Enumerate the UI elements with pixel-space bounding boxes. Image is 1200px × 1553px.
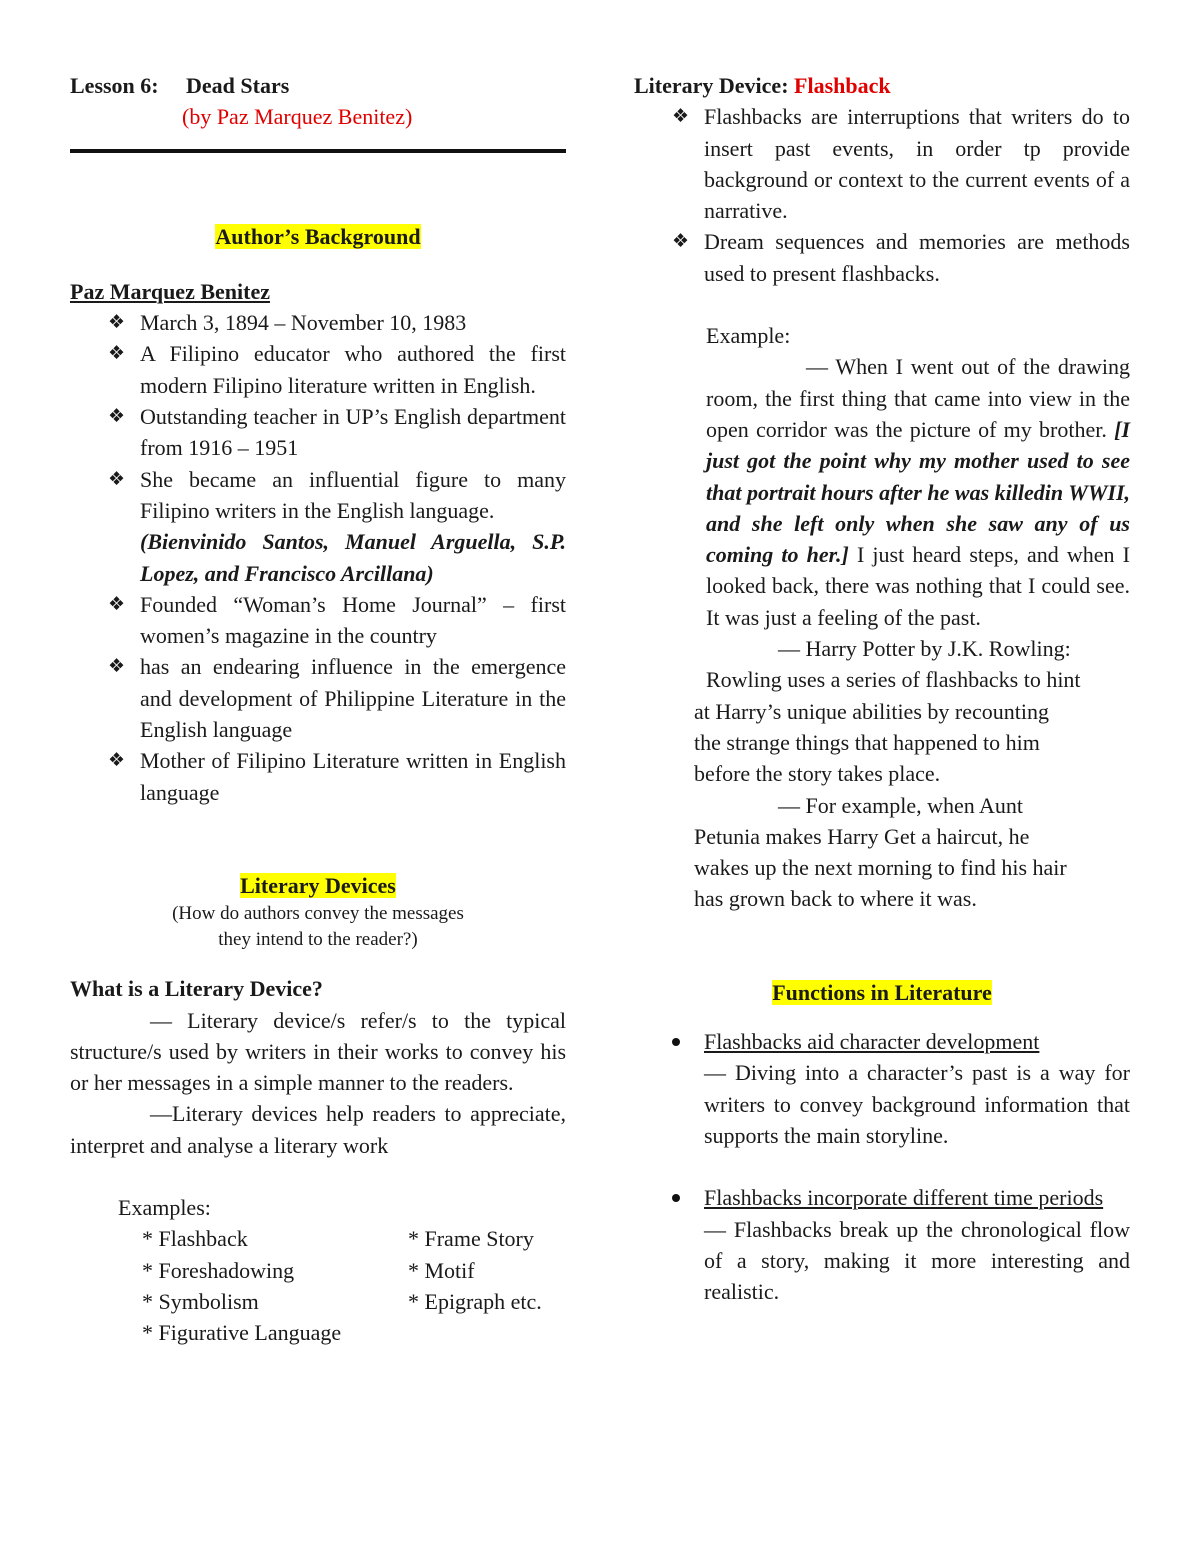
functions-heading: Functions in Literature [772,979,992,1005]
hp-example-line: wakes up the next morning to find his hair [694,855,1067,881]
hp-example-line: Petunia makes Harry Get a haircut, he [694,823,1030,849]
literary-devices-subtitle-2: they intend to the reader?) [218,929,418,951]
hp-line: the strange things that happened to him [694,729,1040,755]
dot-bullet-icon [672,1038,680,1046]
device-heading: Literary Device: Flashback [634,73,891,98]
hp-line: at Harry’s unique abilities by recounting [694,698,1049,724]
examples-grid [70,1223,566,1348]
example-item: * Foreshadowing [142,1257,295,1283]
author-facts-list [70,307,566,808]
device-name: Flashback [794,73,891,98]
list-item: ❖ March 3, 1894 – November 10, 1983 [70,307,566,338]
list-item: ❖ Flashbacks are interruptions that writers do to insert past events, in order tp provide background or context to the current events of a narrative. [634,101,1130,226]
example-item: * Flashback [142,1226,248,1252]
example-label: Example: [706,323,791,349]
diamond-bullet-icon: ❖ [672,230,690,253]
diamond-bullet-icon: ❖ [108,405,126,428]
hp-example-line: has grown back to where it was. [694,886,977,912]
function-item: Flashbacks incorporate different time periods — Flashbacks break up the chronological flow of a story, making it more interesting and realistic. [634,1182,1130,1307]
example-item: * Symbolism [142,1288,259,1314]
lesson-label: Lesson 6: [70,73,159,98]
functions-list [634,1026,1130,1307]
flashback-list [634,101,1130,289]
list-item: ❖ Dream sequences and memories are methods used to present flashbacks. [634,226,1130,289]
diamond-bullet-icon: ❖ [108,592,126,615]
dot-bullet-icon [672,1194,680,1202]
function-item: Flashbacks aid character development — Diving into a character’s past is a way for writers to convey background information that supports the main storyline. [634,1026,1130,1151]
diamond-bullet-icon: ❖ [108,342,126,365]
hp-line: before the story takes place. [694,761,941,787]
hp-line: Rowling uses a series of flashbacks to hint [706,667,1081,693]
what-is-heading: What is a Literary Device? [70,976,323,1002]
list-item: ❖ She became an influential figure to many Filipino writers in the English language. (Bienvinido Santos, Manuel Arguella, S.P. Lopez, and Francisco Arcillana) [70,464,566,589]
diamond-bullet-icon: ❖ [108,749,126,772]
list-item: ❖ Mother of Filipino Literature written in English language [70,745,566,808]
literary-devices-subtitle-1: (How do authors convey the messages [172,903,464,925]
example-item: * Figurative Language [142,1320,342,1346]
authors-background-heading: Author’s Background [215,223,421,249]
examples-label: Examples: [118,1195,211,1221]
list-item: ❖ A Filipino educator who authored the first modern Filipino literature written in English. [70,338,566,401]
example-item: * Epigraph etc. [408,1288,542,1314]
diamond-bullet-icon: ❖ [672,105,690,128]
harry-potter-line: — Harry Potter by J.K. Rowling: [778,636,1071,662]
diamond-bullet-icon: ❖ [108,311,126,334]
definition-2: —Literary devices help readers to appreciate, interpret and analyse a literary work [70,1101,566,1158]
right-column [634,70,1130,1307]
example-quote: — When I went out of the drawing room, the first thing that came into view in the open corridor was the picture of my brother. [I just got the point why my mother used to see that portrait hours after he was killedin WWII, and she left only when she saw any of us coming to her.] I just heard steps, and when I looked back, there was nothing that I could see. It was just a feeling of the past. [706,354,1131,630]
diamond-bullet-icon: ❖ [108,655,126,678]
hp-example-first: — For example, when Aunt [778,792,1024,818]
author-name: Paz Marquez Benitez [70,278,270,304]
definition-1: — Literary device/s refer/s to the typical structure/s used by writers in their works to convey his or her messages in a simple manner to the readers. [70,1007,566,1096]
diamond-bullet-icon: ❖ [108,467,126,490]
list-item: ❖ has an endearing influence in the emergence and development of Philippine Literature in the English language [70,651,566,745]
list-item: ❖ Founded “Woman’s Home Journal” – first women’s magazine in the country [70,589,566,652]
lesson-title: Dead Stars [186,73,290,98]
byline: (by Paz Marquez Benitez) [182,104,413,130]
example-item: * Motif [408,1257,475,1283]
literary-devices-heading: Literary Devices [240,872,396,898]
writers-note: (Bienvinido Santos, Manuel Arguella, S.P. Lopez, and Francisco Arcillana) [140,529,566,586]
list-item: ❖ Outstanding teacher in UP’s English department from 1916 – 1951 [70,401,566,464]
example-item: * Frame Story [408,1226,534,1252]
lesson-heading [70,70,566,101]
left-column [70,70,566,1349]
